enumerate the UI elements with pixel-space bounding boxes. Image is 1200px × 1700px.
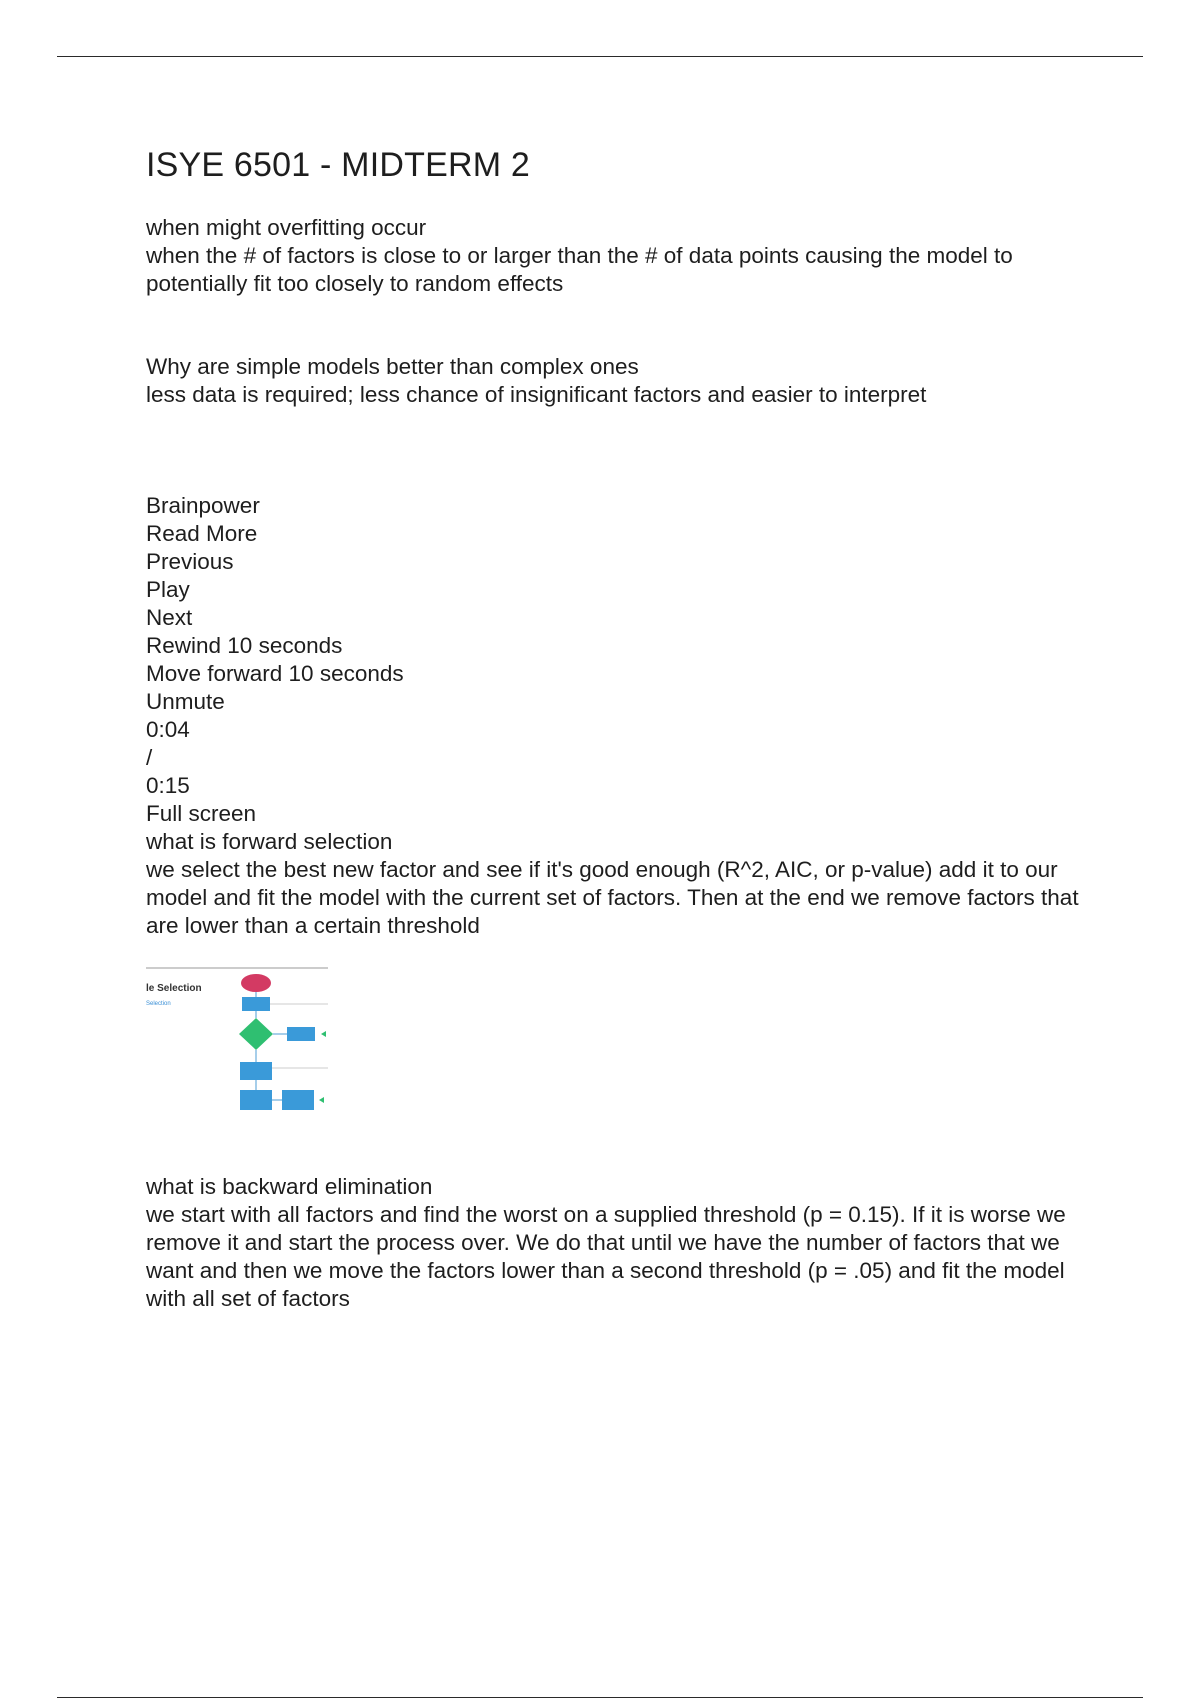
- unmute-button[interactable]: Unmute: [146, 689, 225, 714]
- top-rule: [57, 56, 1143, 57]
- qa-simple-models: [146, 353, 1106, 409]
- answer-text: when the # of factors is close to or larger than the # of data points causing the model to potentially fit too closely to random effects: [146, 243, 1013, 296]
- qa-backward-elimination: [146, 1173, 1106, 1313]
- play-button[interactable]: Play: [146, 577, 190, 602]
- question-text: what is forward selection: [146, 829, 393, 854]
- current-time: 0:04: [146, 717, 190, 742]
- qa-forward-selection: [146, 828, 1106, 940]
- player-brand: Brainpower: [146, 493, 260, 518]
- forward-button[interactable]: Move forward 10 seconds: [146, 661, 404, 686]
- flowchart-process-node: [242, 997, 270, 1011]
- flowchart-process-node: [240, 1062, 272, 1080]
- time-separator: /: [146, 745, 153, 770]
- rewind-button[interactable]: Rewind 10 seconds: [146, 633, 343, 658]
- thumbnail-sublabel: Selection: [146, 1001, 171, 1007]
- answer-text: we start with all factors and find the worst on a supplied threshold (p = 0.15). If it is worse we remove it and start the process over. We do that until we have the number of factors that we want and then we move the factors lower than a second threshold (p = .05) and fit the model with all set of factors: [146, 1202, 1066, 1311]
- document-title: ISYE 6501 - MIDTERM 2: [146, 146, 530, 184]
- question-text: what is backward elimination: [146, 1174, 433, 1199]
- flowchart-arrowhead: [319, 1097, 324, 1103]
- previous-button[interactable]: Previous: [146, 549, 234, 574]
- read-more-link[interactable]: Read More: [146, 521, 258, 546]
- question-text: Why are simple models better than complex ones: [146, 354, 639, 379]
- qa-overfitting: [146, 214, 1106, 298]
- bottom-rule: [57, 1697, 1143, 1698]
- flowchart-arrowhead: [321, 1031, 326, 1037]
- flowchart-process-node: [282, 1090, 314, 1110]
- fullscreen-button[interactable]: Full screen: [146, 801, 257, 826]
- flowchart-start-node: [241, 974, 271, 992]
- answer-text: we select the best new factor and see if it's good enough (R^2, AIC, or p-value) add it to our model and fit the model with the current set of factors. Then at the end we remove factors that are lower than a certain threshold: [146, 857, 1079, 938]
- question-text: when might overfitting occur: [146, 215, 427, 240]
- flowchart-thumbnail: [146, 966, 328, 1120]
- video-player-text: [146, 492, 1106, 828]
- flowchart-process-node: [287, 1027, 315, 1041]
- duration: 0:15: [146, 773, 190, 798]
- next-button[interactable]: Next: [146, 605, 193, 630]
- thumbnail-heading: le Selection: [146, 983, 202, 994]
- answer-text: less data is required; less chance of insignificant factors and easier to interpret: [146, 382, 927, 407]
- flowchart-process-node: [240, 1090, 272, 1110]
- flowchart-decision-node: [239, 1018, 273, 1050]
